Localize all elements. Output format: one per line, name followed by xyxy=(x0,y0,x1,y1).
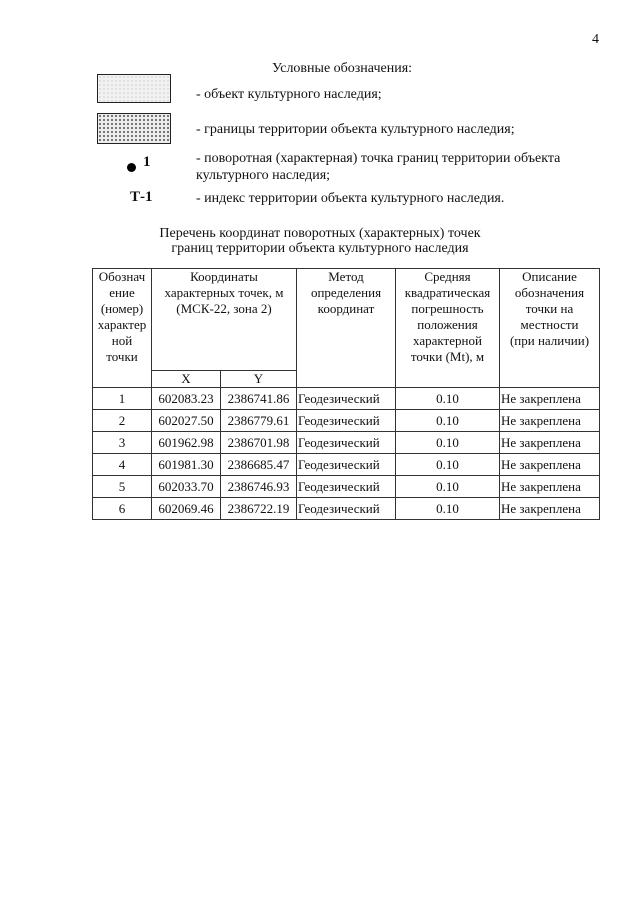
header-accuracy: Средняя квадратическая погрешность положения характерной точки (Mt), м xyxy=(396,269,500,388)
description: Не закреплена xyxy=(500,454,600,476)
header-coordinates: Координаты характерных точек, м (МСК-22, зона 2) xyxy=(152,269,297,371)
header-method: Метод определения координат xyxy=(297,269,396,388)
coord-x: 601981.30 xyxy=(152,454,221,476)
description: Не закреплена xyxy=(500,498,600,520)
coord-x: 602069.46 xyxy=(152,498,221,520)
description: Не закреплена xyxy=(500,476,600,498)
page-number: 4 xyxy=(592,32,599,47)
legend-title: Условные обозначения: xyxy=(272,61,413,76)
method: Геодезический xyxy=(297,410,396,432)
header-x: X xyxy=(152,371,221,388)
method: Геодезический xyxy=(297,432,396,454)
point-number: 1 xyxy=(93,388,152,410)
point-number: 6 xyxy=(93,498,152,520)
accuracy: 0.10 xyxy=(396,454,500,476)
point-number: 2 xyxy=(93,410,152,432)
method: Геодезический xyxy=(297,388,396,410)
coord-y: 2386741.86 xyxy=(221,388,297,410)
point-number: 4 xyxy=(93,454,152,476)
coord-y: 2386685.47 xyxy=(221,454,297,476)
point-number: 5 xyxy=(93,476,152,498)
turning-point-label: 1 xyxy=(143,154,151,170)
accuracy: 0.10 xyxy=(396,432,500,454)
list-title-line-2: границ территории объекта культурного наследия xyxy=(171,241,469,256)
table-row xyxy=(93,454,600,476)
cultural-object-swatch xyxy=(97,74,171,103)
header-description: Описание обозначения точки на местности (при наличии) xyxy=(500,269,600,388)
coord-y: 2386701.98 xyxy=(221,432,297,454)
table-row xyxy=(93,432,600,454)
description: Не закреплена xyxy=(500,388,600,410)
coord-x: 601962.98 xyxy=(152,432,221,454)
accuracy: 0.10 xyxy=(396,410,500,432)
coord-x: 602033.70 xyxy=(152,476,221,498)
coord-y: 2386746.93 xyxy=(221,476,297,498)
territory-index-label: Т-1 xyxy=(130,189,153,205)
legend-territory-text: - границы территории объекта культурного наследия; xyxy=(196,122,515,137)
method: Геодезический xyxy=(297,476,396,498)
accuracy: 0.10 xyxy=(396,498,500,520)
description: Не закреплена xyxy=(500,410,600,432)
table-row xyxy=(93,388,600,410)
accuracy: 0.10 xyxy=(396,388,500,410)
table-row xyxy=(93,410,600,432)
legend-object-text: - объект культурного наследия; xyxy=(196,87,382,102)
coordinates-table xyxy=(92,268,600,520)
coord-y: 2386722.19 xyxy=(221,498,297,520)
method: Геодезический xyxy=(297,454,396,476)
coord-x: 602083.23 xyxy=(152,388,221,410)
list-title-line-1: Перечень координат поворотных (характерных) точек xyxy=(159,226,481,241)
turning-point-marker-icon xyxy=(127,163,136,172)
method: Геодезический xyxy=(297,498,396,520)
table-row xyxy=(93,498,600,520)
point-number: 3 xyxy=(93,432,152,454)
coord-x: 602027.50 xyxy=(152,410,221,432)
territory-boundary-swatch xyxy=(97,113,171,144)
legend-index-text: - индекс территории объекта культурного наследия. xyxy=(196,191,505,206)
accuracy: 0.10 xyxy=(396,476,500,498)
header-y: Y xyxy=(221,371,297,388)
legend-point-text: - поворотная (характерная) точка границ территории объекта культурного наследия; xyxy=(196,151,561,183)
description: Не закреплена xyxy=(500,432,600,454)
table-row xyxy=(93,476,600,498)
coord-y: 2386779.61 xyxy=(221,410,297,432)
header-point: Обознач ение (номер) характер ной точки xyxy=(93,269,152,388)
coordinates-list-title xyxy=(0,226,640,256)
